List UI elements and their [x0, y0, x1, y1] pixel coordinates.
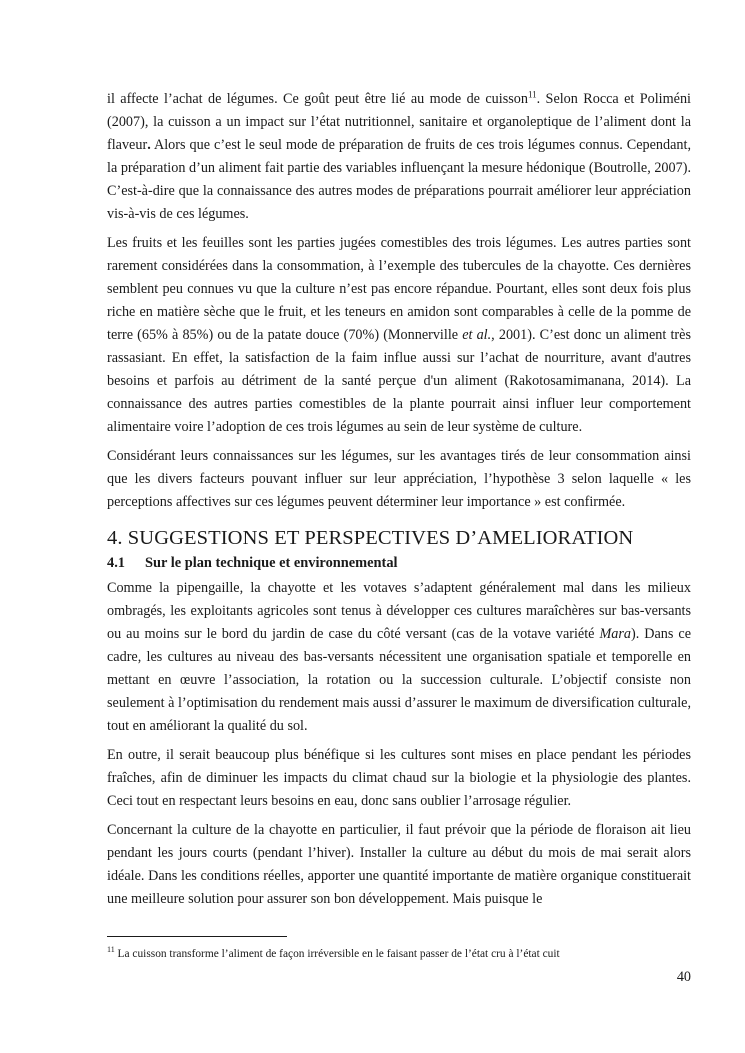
subsection-number: 4.1: [107, 555, 125, 571]
paragraph-shade: [107, 577, 691, 738]
paragraph-hypothesis: Considérant leurs connaissances sur les légumes, sur les avantages tirés de leur consommation ainsi que les divers facteurs pouvant influer sur leur appréciation, l’hypothèse 3 selon laquelle « les perceptions affectives sur ces légumes peuvent déterminer leur importance » est confirmée.: [107, 448, 691, 510]
footnote-reference: 11: [527, 89, 537, 100]
paragraph-seasons: En outre, il serait beaucoup plus bénéfique si les cultures sont mises en place pendant les périodes fraîches, afin de diminuer les impacts du climat chaud sur la biologie et la physiologie des plantes. Ceci tout en respectant leurs besoins en eau, donc sans oublier l’arrosage régulier.: [107, 747, 691, 809]
paragraph-text: Les fruits et les feuilles sont les parties jugées comestibles des trois légumes. Les autres parties sont rarement considérées dans la consommation, à l’exemple des tubercules de la chayotte. Ces dernières semblent peu connues vu que la culture n’est pas encore répandue. Pourtant, elles sont deux fois plus riche en matière sèche que le fruit, et les teneurs en amidon sont comparables à celle de la pomme de terre (65% à 85%) ou de la patate douce (70%) (Monnerville: [107, 235, 691, 343]
paragraph-text: il affecte l’achat de légumes. Ce goût peut être lié au mode de cuisson: [107, 91, 528, 107]
footnote-text: La cuisson transforme l’aliment de façon irréversible en le faisant passer de l’état cru à l’état cuit: [114, 948, 560, 960]
subsection-heading: [107, 552, 691, 575]
footnote-divider: [107, 936, 287, 937]
section-heading: 4. SUGGESTIONS ET PERSPECTIVES D’AMELIORATION: [107, 527, 634, 549]
main-text: [107, 88, 691, 917]
bold-period: .: [147, 137, 151, 153]
paragraph-text: ). Dans ce cadre, les cultures au niveau des bas-versants nécessitent une organisation spatiale et temporelle en mettant en œuvre l’association, la rotation ou la succession culturale. L’objectif consiste non seulement à l’optimisation du rendement mais aussi d’assurer le maximum de diversification culturale, tout en améliorant la qualité du sol.: [107, 626, 691, 734]
italic-variety: Mara: [599, 626, 631, 642]
paragraph-text: Alors que c’est le seul mode de préparation de fruits de ces trois légumes connus. Cependant, la préparation d’un aliment fait partie des variables influençant la mesure hédonique (Boutrolle, 2007). C’est-à-dire que la connaissance des autres modes de préparations pourrait améliorer leur appréciation vis-à-vis de ces légumes.: [107, 137, 691, 222]
paragraph-chayote: Concernant la culture de la chayotte en particulier, il faut prévoir que la période de floraison ait lieu pendant les jours courts (pendant l’hiver). Installer la culture au début du mois de mai serait alors idéale. Dans les conditions réelles, apporter une quantité importante de matière organique constituerait une meilleure solution pour assurer son bon développement. Mais puisque le: [107, 822, 691, 907]
paragraph-text: Comme la pipengaille, la chayotte et les votaves s’adaptent généralement mal dans les milieux ombragés, les exploitants agricoles sont tenus à développer ces cultures maraîchères sur bas-versants ou au moins sur le bord du jardin de case du côté versant (cas de la votave variété: [107, 580, 691, 642]
paragraph-cooking: [107, 88, 691, 226]
footnote: [107, 946, 691, 962]
page-number: 40: [676, 969, 691, 985]
italic-citation: et al.,: [462, 327, 495, 343]
paragraph-edible-parts: [107, 232, 691, 439]
subsection-title: Sur le plan technique et environnemental: [145, 555, 398, 571]
paragraph-text: 2001). C’est donc un aliment très rassasiant. En effet, la satisfaction de la faim influe aussi sur l’achat de nourriture, avant d'autres besoins et parfois au détriment de la santé perçue d'un aliment (Rakotosamimanana, 2014). La connaissance des autres parties comestibles de la plante pourrait ainsi influer leur comportement alimentaire voire l’adoption de ces trois légumes au sein de leur système de culture.: [107, 327, 691, 435]
footnote-marker: 11: [107, 945, 115, 955]
paragraph-text: . Selon Rocca et Poliméni (2007), la cuisson a un impact sur l’état nutritionnel, sanitaire et organoleptique de l’aliment dont la flaveur: [107, 91, 691, 153]
